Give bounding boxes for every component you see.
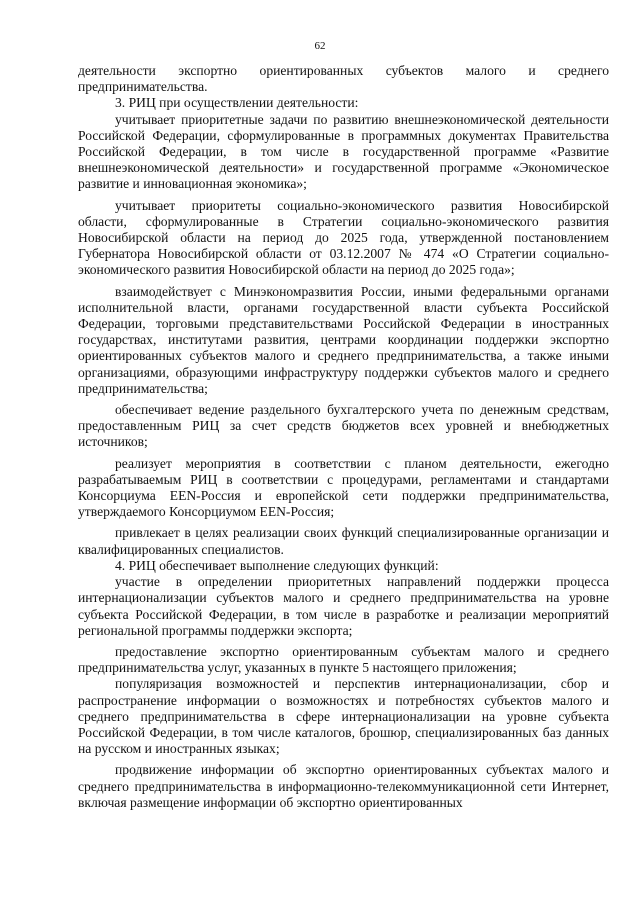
paragraph: 4. РИЦ обеспечивает выполнение следующих функций: xyxy=(115,557,439,573)
paragraph: учитывает приоритетные задачи по развитию внешнеэкономической деятельности Российской Федерации, сформулированные в программных документах Правительства Российской Федерации, в том числе в государственной программе «Развитие внешнеэкономической деятельности» и государственной программе «Экономическое развитие и инновационная экономика»; xyxy=(78,111,609,192)
paragraph: реализует мероприятия в соответствии с планом деятельности, ежегодно разрабатываемым РИЦ в соответствии с процедурами, регламентами и стандартами Консорциума EEN-Россия и европейской сети поддержки предпринимательства, утверждаемого Консорциумом EEN-Россия; xyxy=(78,455,609,520)
paragraph: деятельности экспортно ориентированных субъектов малого и среднего предпринимательства. xyxy=(78,63,609,95)
paragraph: взаимодействует с Минэкономразвития России, иными федеральными органами исполнительной власти, органами государственной власти субъекта Российской Федерации, торговыми представительствами Российской Федерации в иностранных государствах, институтами развития, центрами координации поддержки экспортно ориентированных субъектов малого и среднего предпринимательства, а также иными организациями, образующими инфраструктуру поддержки субъектов малого и среднего предпринимательства; xyxy=(78,283,609,396)
paragraph: 3. РИЦ при осуществлении деятельности: xyxy=(115,95,359,111)
paragraph: привлекает в целях реализации своих функций специализированные организации и квалифицированных специалистов. xyxy=(78,525,609,557)
paragraph: участие в определении приоритетных направлений поддержки процесса интернационализации субъектов малого и среднего предпринимательства на уровне субъекта Российской Федерации, в том числе в разработке и реализации мероприятий региональной программы поддержки экспорта; xyxy=(78,574,609,638)
paragraph: обеспечивает ведение раздельного бухгалтерского учета по денежным средствам, предоставленным РИЦ за счет средств бюджетов всех уровней и внебюджетных источников; xyxy=(78,402,609,450)
page-body xyxy=(78,63,609,811)
paragraph: продвижение информации об экспортно ориентированных субъектах малого и среднего предпринимательства в информационно-телекоммуникационной сети Интернет, включая размещение информации об экспортно ориентированных xyxy=(78,762,609,810)
paragraph: предоставление экспортно ориентированным субъектам малого и среднего предпринимательства услуг, указанных в пункте 5 настоящего приложения; xyxy=(78,643,609,676)
paragraph: популяризация возможностей и перспектив интернационализации, сбор и распространение информации о возможностях и потребностях субъектов малого и среднего предпринимательства в сфере интернационализации на уровне субъекта Российской Федерации, в том числе каталогов, брошюр, специализированных баз данных на русском и иностранных языках; xyxy=(78,676,609,757)
page-number: 62 xyxy=(314,40,326,52)
paragraph: учитывает приоритеты социально-экономического развития Новосибирской области, сформулированные в Стратегии социально-экономического развития Новосибирской области на период до 2025 года, утвержденной постановлением Губернатора Новосибирской области от 03.12.2007 № 474 «О Стратегии социально-экономического развития Новосибирской области на период до 2025 года»; xyxy=(78,197,609,278)
